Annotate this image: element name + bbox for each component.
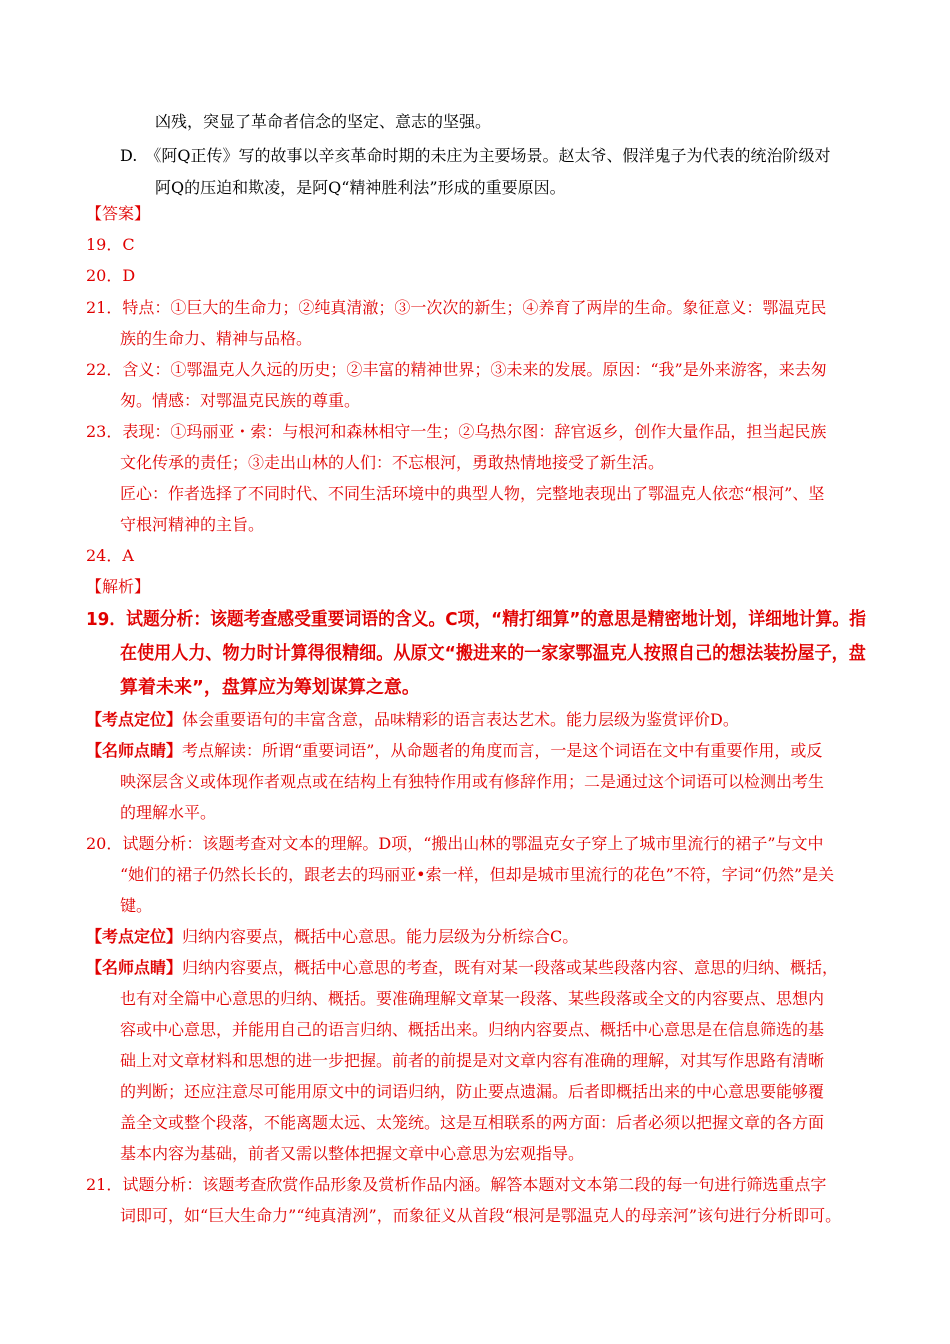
mingshi-20-text-1: 归纳内容要点，概括中心意思的考查，既有对某一段落或某些段落内容、意思的归纳、概括， [182,958,839,977]
mingshi-20-line-4: 础上对文章材料和思想的进一步把握。前者的前提是对文章内容有准确的理解，对其写作思路有清晰 [120,1051,825,1070]
mingshi-19-line-2: 映深层含义或体现作者观点或在结构上有独特作用或有修辞作用；二是通过这个词语可以检测出考生 [120,772,825,791]
mingshi-20-line-6: 盖全文或整个段落，不能离题太远、太笼统。这是互相联系的两方面：后者必须以把握文章的各方面 [120,1113,825,1132]
mingshi-20-line-5: 的判断；还应注意尽可能用原文中的词语归纳，防止要点遗漏。后者即概括出来的中心意思要能够覆 [120,1082,825,1101]
kaodian-20 [86,925,578,949]
mingshi-19-tag: 【名师点睛】 [86,741,183,760]
mingshi-19-text-1: 考点解读：所谓“重要词语”，从命题者的角度而言，一是这个词语在文中有重要作用，或反 [182,741,823,760]
option-d-line-1: D. 《阿Q正传》写的故事以辛亥革命时期的未庄为主要场景。赵太爷、假洋鬼子为代表的统治阶级对 [120,146,831,165]
answer-20: 20．D [86,266,136,285]
mingshi-19-line-1 [86,739,822,763]
kaodian-19 [86,708,739,732]
answer-heading: 【答案】 [86,204,151,223]
mingshi-20-line-2: 也有对全篇中心意思的归纳、概括。要准确理解文章某一段落、某些段落或全文的内容要点、思想内 [120,989,825,1008]
answer-21-line-2: 族的生命力、精神与品格。 [120,329,313,348]
answer-22-line-1: 22．含义：①鄂温克人久远的历史；②丰富的精神世界；③未来的发展。原因：“我”是外来游客，来去匆 [86,360,827,379]
option-d-line-2: 阿Q的压迫和欺凌，是阿Q“精神胜利法”形成的重要原因。 [155,178,566,197]
answer-23-line-1: 23．表现：①玛丽亚・索：与根河和森林相守一生；②乌热尔图：辞官返乡，创作大量作品，担当起民族 [86,422,827,441]
analysis-21-line-1: 21．试题分析：该题考查欣赏作品形象及赏析作品内涵。解答本题对文本第二段的每一句进行筛选重点字 [86,1175,827,1194]
kaodian-20-tag: 【考点定位】 [86,927,183,946]
answer-21-line-1: 21．特点：①巨大的生命力；②纯真清澈；③一次次的新生；④养育了两岸的生命。象征意义：鄂温克民 [86,298,827,317]
mingshi-20-line-7: 基本内容为基础，前者又需以整体把握文章中心意思为宏观指导。 [120,1144,585,1163]
answer-23-line-2: 文化传承的责任；③走出山林的人们：不忘根河，勇敢热情地接受了新生活。 [120,453,665,472]
kaodian-19-tag: 【考点定位】 [86,710,183,729]
analysis-21-line-2: 词即可，如“巨大生命力”“纯真清洌”，而象征义从首段“根河是鄂温克人的母亲河”该句进行分析即可。 [120,1206,842,1225]
answer-23-line-4: 守根河精神的主旨。 [120,515,265,534]
answer-23-line-3: 匠心：作者选择了不同时代、不同生活环境中的典型人物，完整地表现出了鄂温克人依恋“根河”、坚 [120,484,825,503]
mingshi-20-tag: 【名师点睛】 [86,958,183,977]
analysis-19-line-2: 在使用人力、物力时计算得很精细。从原文“搬进来的一家家鄂温克人按照自己的想法装扮屋子，盘 [120,643,866,664]
analysis-heading: 【解析】 [86,577,151,596]
analysis-19-line-1: 19．试题分析：该题考查感受重要词语的含义。C项，“精打细算”的意思是精密地计划，详细地计算。指 [86,609,866,630]
analysis-20-line-3: 键。 [120,896,153,915]
kaodian-20-text: 归纳内容要点，概括中心意思。能力层级为分析综合C。 [182,927,579,946]
answer-24: 24．A [86,546,134,565]
analysis-19-line-3: 算着未来”，盘算应为筹划谋算之意。 [120,677,420,698]
answer-19: 19．C [86,235,135,254]
kaodian-19-text: 体会重要语句的丰富含意，品味精彩的语言表达艺术。能力层级为鉴赏评价D。 [182,710,739,729]
mingshi-20-line-3: 容或中心意思，并能用自己的语言归纳、概括出来。归纳内容要点、概括中心意思是在信息筛选的基 [120,1020,825,1039]
mingshi-19-line-3: 的理解水平。 [120,803,217,822]
option-c-continuation: 凶残，突显了革命者信念的坚定、意志的坚强。 [155,112,492,131]
answer-22-line-2: 匆。情感：对鄂温克民族的尊重。 [120,391,361,410]
analysis-20-line-2: “她们的裙子仍然长长的，跟老去的玛丽亚•索一样，但却是城市里流行的花色”不符，字词“仍然”是关 [120,865,835,884]
analysis-20-line-1: 20．试题分析：该题考查对文本的理解。D项，“搬出山林的鄂温克女子穿上了城市里流行的裙子”与文中 [86,834,824,853]
mingshi-20-line-1 [86,956,838,980]
